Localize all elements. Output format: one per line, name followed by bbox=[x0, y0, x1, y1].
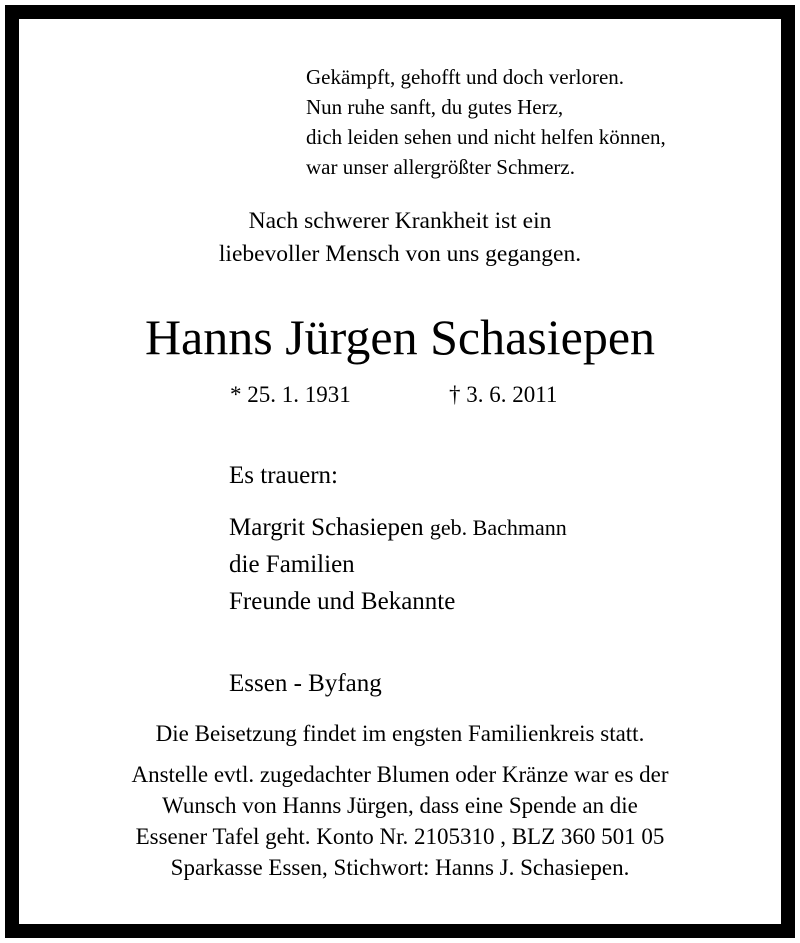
poem-line: Gekämpft, gehofft und doch verloren. bbox=[306, 65, 625, 89]
deceased-name: Hanns Jürgen Schasiepen bbox=[144, 309, 656, 365]
mourner-widow bbox=[229, 509, 567, 546]
place: Essen - Byfang bbox=[229, 670, 382, 697]
widow-maiden-name: geb. Bachmann bbox=[429, 515, 567, 540]
death-date: † 3. 6. 2011 bbox=[449, 382, 558, 407]
mourners-list bbox=[229, 509, 567, 620]
intro-line: liebevoller Mensch von uns gegangen. bbox=[218, 241, 582, 267]
donation-line: Essener Tafel geht. Konto Nr. 2105310 , BLZ 360 501 05 bbox=[135, 824, 665, 849]
donation-notice bbox=[0, 759, 800, 883]
donation-line: Anstelle evtl. zugedachter Blumen oder Kränze war es der bbox=[131, 762, 669, 787]
poem-line: Nun ruhe sanft, du gutes Herz, bbox=[306, 95, 564, 119]
widow-name: Margrit Schasiepen bbox=[229, 514, 424, 541]
intro-text bbox=[0, 205, 800, 271]
poem-line: dich leiden sehen und nicht helfen können, bbox=[306, 125, 666, 149]
donation-line: Sparkasse Essen, Stichwort: Hanns J. Schasiepen. bbox=[170, 855, 630, 880]
birth-date: * 25. 1. 1931 bbox=[230, 382, 351, 407]
donation-line: Wunsch von Hanns Jürgen, dass eine Spende an die bbox=[162, 793, 638, 818]
burial-notice: Die Beisetzung findet im engsten Familienkreis statt. bbox=[155, 721, 645, 746]
mourner-families: die Familien bbox=[229, 551, 355, 578]
mourners-heading: Es trauern: bbox=[229, 462, 338, 489]
poem bbox=[306, 62, 666, 182]
poem-line: war unser allergrößter Schmerz. bbox=[306, 155, 576, 179]
intro-line: Nach schwerer Krankheit ist ein bbox=[248, 208, 552, 234]
mourner-friends: Freunde und Bekannte bbox=[229, 588, 456, 615]
